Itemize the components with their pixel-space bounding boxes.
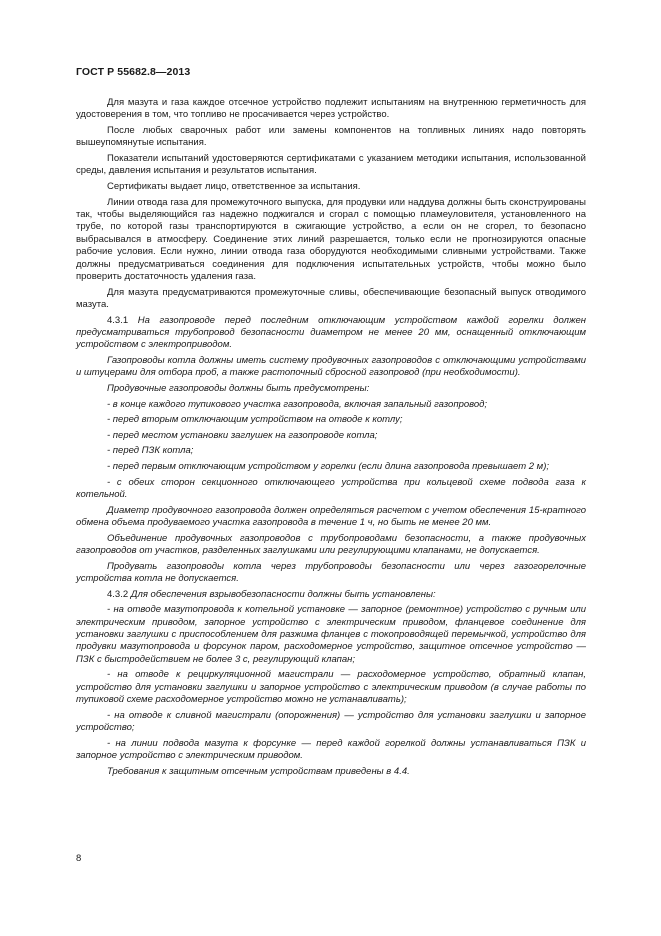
paragraph: Сертификаты выдает лицо, ответственное за испытания. xyxy=(107,181,361,192)
paragraph: Продувать газопроводы котла через трубопроводы безопасности или через газогорелочные устройства котла не допускается. xyxy=(76,560,586,584)
document-header: ГОСТ Р 55682.8—2013 xyxy=(76,66,191,78)
paragraph xyxy=(76,589,586,601)
paragraph: - в конце каждого тупикового участка газопровода, включая запальный газопровод; xyxy=(107,398,488,410)
paragraph: Для мазута и газа каждое отсечное устройство подлежит испытаниям на внутреннюю герметичность для удостоверения в том, что топливо не просачивается через устройство. xyxy=(76,97,586,121)
paragraph: Объединение продувочных газопроводов с трубопроводами безопасности, а также продувочных газопроводов от участков, разделенных заглушками или регулирующими клапанами, не допускается. xyxy=(76,532,586,556)
page-number: 8 xyxy=(76,853,82,864)
paragraph: Линии отвода газа для промежуточного выпуска, для продувки или наддува должны быть сконструированы так, чтобы выделяющийся газ надежно поджигался и сгорал с помощью пламеуловителя, установленного на трубе, по которой газы транспортируются в сжигающие устройство, а если он не сгорел, то безопасно выбрасывался в атмосферу. Соединение этих линий разрешается, только если не прогнозируются опасные рабочие условия. Если нужно, линии отвода газа оборудуются необходимыми сливными устройствами. Также должны предусматриваться соединения для подключения испытательных устройств, чтобы можно было проверить достаточность удаления газа. xyxy=(76,196,586,283)
clause-text: На газопроводе перед последним отключающим устройством каждой горелки должен предусматриваться трубопровод безопасности диаметром не менее 20 мм, оснащенный отключающим устройством с электроприводом. xyxy=(76,314,586,351)
paragraph xyxy=(76,315,586,352)
paragraph: - на линии подвода мазута к форсунке — перед каждой горелкой должны устанавливаться ПЗК и запорное устройство с электрическим приводом. xyxy=(76,737,586,762)
paragraph: - на отводе к рециркуляционной магистрали — расходомерное устройство, обратный клапан, устройство для установки заглушки и запорное устройство с электрическим приводом (в случае работы по тупиковой схеме расходомерное устройство можно не устанавливать); xyxy=(76,669,586,706)
paragraph: Для мазута предусматриваются промежуточные сливы, обеспечивающие безопасный выпуск отводимого мазута. xyxy=(76,286,586,311)
clause-number: 4.3.2 xyxy=(107,588,131,600)
paragraph: Диаметр продувочного газопровода должен определяться расчетом с учетом обеспечения 15-кратного обмена объема продуваемого участка газопровода в течение 1 ч, но быть не менее 20 мм. xyxy=(76,504,586,528)
clause-text: Для обеспечения взрывобезопасности должны быть установлены: xyxy=(130,588,436,600)
document-body xyxy=(76,97,586,781)
paragraph: Газопроводы котла должны иметь систему продувочных газопроводов с отключающими устройствами и штуцерами для отбора проб, а также растопочный сбросной газопровод (при необходимости). xyxy=(76,355,586,379)
paragraph: После любых сварочных работ или замены компонентов на топливных линиях надо повторять вышеупомянутые испытания. xyxy=(76,125,586,149)
paragraph: - на отводе к сливной магистрали (опорожнения) — устройство для установки заглушки и запорное устройство; xyxy=(76,709,586,734)
paragraph: - перед ПЗК котла; xyxy=(107,445,194,457)
paragraph: - перед вторым отключающим устройством на отводе к котлу; xyxy=(107,414,403,426)
paragraph: Показатели испытаний удостоверяются сертификатами с указанием методики испытания, использованной среды, давления испытания и результатов испытания. xyxy=(76,153,586,177)
clause-number: 4.3.1 xyxy=(107,314,138,326)
paragraph: - перед первым отключающим устройством у горелки (если длина газопровода превышает 2 м); xyxy=(107,461,550,472)
paragraph: Требования к защитным отсечным устройствам приведены в 4.4. xyxy=(107,765,410,777)
paragraph: - на отводе мазутопровода к котельной установке — запорное (ремонтное) устройство с ручным или электрическим приводом, запорное устройство с электрическим приводом, фланцевое соединение для установки заглушки с приспособлением для разжима фланцев с токопроводящей перемычкой, устройство для продувки мазутопровода и форсунок паром, расходомерное устройство, защитное отсечное устройство — ПЗК с быстродействием не более 3 с, регулирующий клапан; xyxy=(76,604,586,665)
paragraph: - с обеих сторон секционного отключающего устройства при кольцевой схеме подвода газа к котельной. xyxy=(76,476,586,500)
paragraph: - перед местом установки заглушек на газопроводе котла; xyxy=(107,429,378,441)
paragraph: Продувочные газопроводы должны быть предусмотрены: xyxy=(107,383,370,395)
